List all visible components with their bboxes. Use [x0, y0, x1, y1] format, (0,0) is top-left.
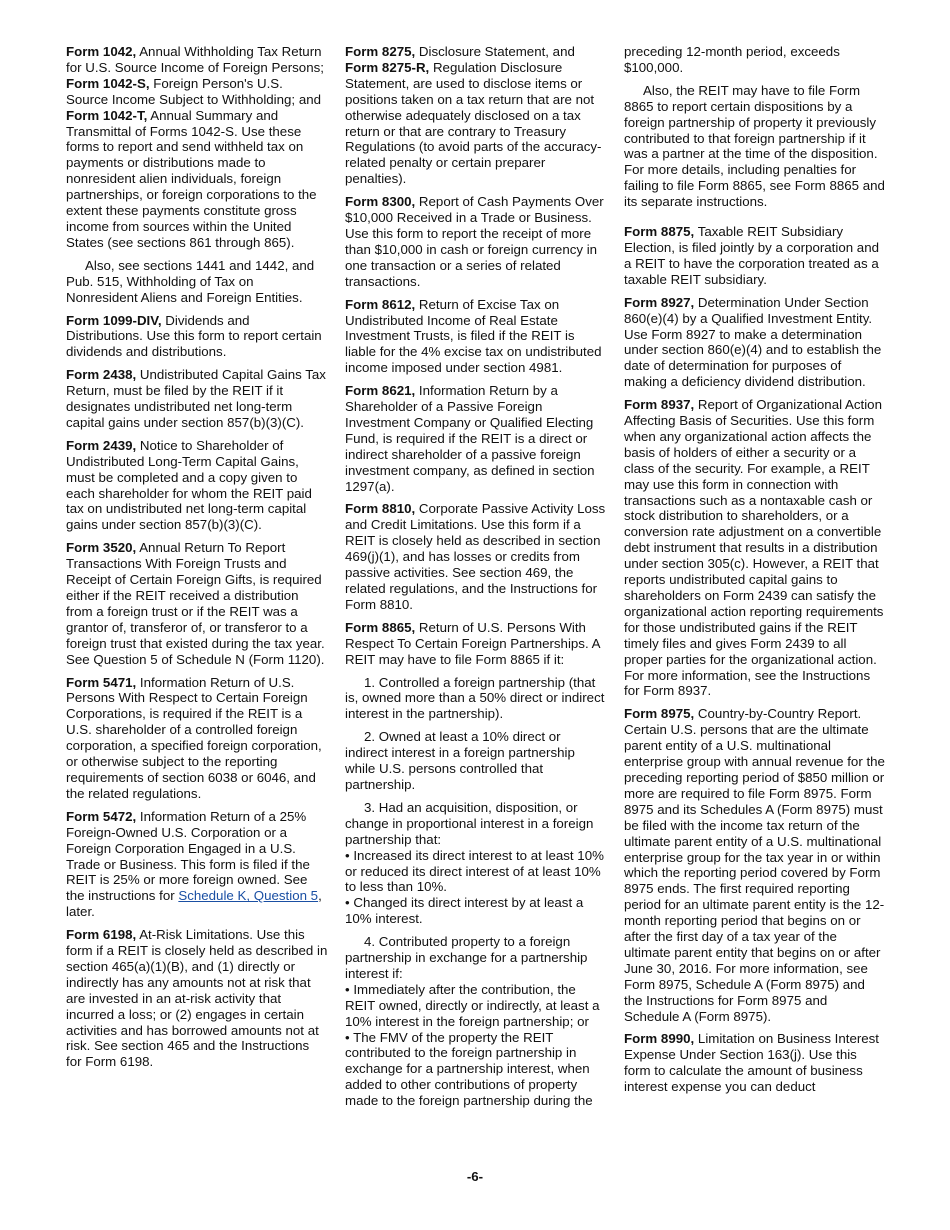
form-title: Form 5471, [66, 674, 137, 690]
form-title: Form 8621, [345, 383, 416, 399]
bullet-item: • Changed its direct interest by at least a 10% interest. [345, 895, 584, 927]
form-title: Form 8275-R, [345, 59, 430, 75]
column-left [66, 44, 328, 1077]
list-item: 2. Owned at least a 10% direct or indirect interest in a foreign partnership while U.S. persons controlled that partnership. [345, 729, 575, 792]
form-description: Foreign Person's U.S. Source Income Subject to Withholding; and [66, 75, 322, 107]
form-description: At-Risk Limitations. Use this form if a REIT is closely held as described in section 465(a)(1)(B), and (1) directly or indirectly has any amounts not at risk that are invested in an at-risk activity that incurred a loss; or (2) engages in certain activities and has borrowed amounts not at risk. See section 465 and the Instructions for Form 6198. [66, 927, 328, 1070]
form-description: Determination Under Section 860(e)(4) by a Qualified Investment Entity. Use Form 8927 to make a determination under section 860(e)(4) and to establish the date of determination for purposes of making a deficiency dividend distribution. [624, 294, 882, 390]
form-1099-paragraph [66, 313, 328, 361]
form-description: Dividends and Distributions. Use this form to report certain dividends and distributions. [66, 312, 322, 360]
form-title: Form 1042-T, [66, 107, 148, 123]
form-title: Form 6198, [66, 927, 137, 943]
page-number: -6- [466, 1169, 484, 1184]
paragraph: Also, see sections 1441 and 1442, and Pub. 515, Withholding of Tax on Nonresident Aliens and Foreign Entities. [66, 257, 315, 305]
form-8621-paragraph [345, 383, 607, 494]
form-description: Annual Return To Report Transactions With Foreign Trusts and Receipt of Certain Foreign Gifts, is required either if the REIT received a distribution from a foreign trust or if the REIT was a grantor of, transferor of, or transferor to a foreign trust that existed during the tax year. See Question 5 of Schedule N (Form 1120). [66, 540, 325, 667]
form-description: Report of Cash Payments Over $10,000 Received in a Trade or Business. Use this form to report the receipt of more than $10,000 in cash or foreign currency in one transaction or a series of related transactions. [345, 194, 604, 289]
bullet-icon: • [345, 981, 350, 997]
form-title: Form 2438, [66, 367, 137, 383]
form-description: Undistributed Capital Gains Tax Return, must be filed by the REIT if it designates undistributed net long-term capital gains under section 857(b)(3)(C). [66, 367, 326, 430]
column-right [624, 44, 886, 1102]
column-middle [345, 44, 607, 1109]
form-8865-paragraph [345, 620, 607, 668]
form-description: Notice to Shareholder of Undistributed Long-Term Capital Gains, must be completed and a copy given to each shareholder for whom the REIT paid tax on undistributed net long-term capital gains under section 857(b)(3)(C). [66, 437, 312, 533]
form-title: Form 2439, [66, 437, 137, 453]
form-title: Form 5472, [66, 808, 137, 824]
list-item: 4. Contributed property to a foreign partnership in exchange for a partnership interest if: [345, 934, 588, 981]
form-description: Return of Excise Tax on Undistributed Income of Real Estate Investment Trusts, is filed if the REIT is liable for the 4% excise tax on undistributed income imposed under section 4981. [345, 296, 602, 376]
form-8975-paragraph [624, 706, 886, 1024]
form-title: Form 8865, [345, 619, 416, 635]
form-title: Form 8612, [345, 296, 416, 312]
form-title: Form 8990, [624, 1031, 695, 1047]
form-description: Information Return by a Shareholder of a Passive Foreign Investment Company or Qualified Electing Fund, is required if the REIT is a direct or indirect shareholder of a passive foreign investment company, as defined in section 1297(a). [345, 383, 595, 494]
form-8990-paragraph [624, 1031, 886, 1095]
form-title: Form 1099-DIV, [66, 312, 162, 328]
form-5472-paragraph [66, 809, 328, 920]
form-description: Report of Organizational Action Affecting Basis of Securities. Use this form when any organizational action affects the basis of holders of either a security or a class of the security. For example, a REIT may use this form in connection with transactions such as a nontaxable cash or stock distribution to shareholders, or a conversion rate adjustment on a convertible debt instrument that results in a distribution under section 305(c). However, a REIT that reports undistributed capital gains to shareholders on Form 2439 can satisfy the organizational action reporting requirements for those undistributed gains if the REIT timely files and gives Form 2439 to all proper parties for the organizational action. For more information, see the Instructions for Form 8937. [624, 397, 884, 699]
form-title: Form 8300, [345, 194, 416, 210]
form-description: Regulation Disclosure Statement, are used to disclose items or positions taken on a tax return that are not otherwise adequately disclosed on a tax return or that are contrary to Treasury Regulations (to avoid parts of the accuracy-related penalty or certain preparer penalties). [345, 59, 602, 187]
bullet-item: • The FMV of the property the REIT contributed to the foreign partnership in exchange for a partnership interest, when added to other contributions of property made to the foreign partnership during the [345, 1029, 593, 1109]
form-description: Taxable REIT Subsidiary Election, is filed jointly by a corporation and a REIT to have the corporation treated as a taxable REIT subsidiary. [624, 224, 879, 287]
form-2438-paragraph [66, 367, 328, 431]
form-8300-paragraph [345, 194, 607, 289]
form-title: Form 8810, [345, 501, 416, 517]
form-title: Form 1042, [66, 44, 137, 59]
form-8612-paragraph [345, 297, 607, 377]
form-8875-paragraph [624, 224, 886, 288]
form-description: Information Return of a 25% Foreign-Owned U.S. Corporation or a Foreign Corporation Engaged in a U.S. Trade or Business. This form is filed if the REIT is 25% or more foreign owned. See the instructions for [66, 808, 310, 904]
form-8810-paragraph [345, 501, 607, 612]
form-1042-paragraph [66, 44, 328, 251]
paragraph: Also, the REIT may have to file Form 8865 to report certain dispositions by a foreign partnership of property it previously contributed to that foreign partnership if it was a partner at the time of the disposition. For more details, including penalties for failing to file Form 8865, see Form 8865 and its separate instructions. [624, 82, 885, 210]
form-description: Information Return of U.S. Persons With Respect to Certain Foreign Corporations, is required if the REIT is a U.S. shareholder of a controlled foreign corporation, a specified foreign corporation, or otherwise subject to the reporting requirements of section 6038 or 6046, and the related regulations. [66, 674, 322, 801]
bullet-icon: • [345, 895, 350, 911]
form-description: Corporate Passive Activity Loss and Credit Limitations. Use this form if a REIT is closely held as described in section 469(j)(1), and has losses or credits from passive activities. See section 469, the related regulations, and the Instructions for Form 8810. [345, 501, 606, 612]
form-title: Form 8937, [624, 397, 695, 413]
form-title: Form 1042-S, [66, 75, 150, 91]
form-8937-paragraph [624, 397, 886, 699]
form-description: Annual Summary and Transmittal of Forms 1042-S. Use these forms to report and send withheld tax on payments or distributions made to nonresident alien individuals, foreign partnerships, or foreign corporations to the extent these payments constitute gross income from sources within the United States (see sections 861 through 865). [66, 107, 317, 250]
form-8275-paragraph [345, 44, 607, 187]
list-item: 1. Controlled a foreign partnership (that is, owned more than a 50% direct or indirect interest in the partnership). [345, 674, 605, 722]
form-description: Limitation on Business Interest Expense Under Section 163(j). Use this form to calculate the amount of business interest expense you can deduct [624, 1031, 880, 1095]
form-title: Form 8975, [624, 706, 695, 722]
form-8927-paragraph [624, 295, 886, 390]
form-title: Form 8275, [345, 44, 416, 59]
form-description: Annual Withholding Tax Return for U.S. Source Income of Foreign Persons; [66, 44, 324, 75]
form-6198-paragraph [66, 927, 328, 1070]
form-description: Country-by-Country Report. Certain U.S. persons that are the ultimate parent entity of a U.S. multinational enterprise group with annual revenue for the preceding reporting period of $850 million or more are required to file Form 8975. Form 8975 and its Schedules A (Form 8975) must be filed with the income tax return of the ultimate parent entity of a U.S. multinational enterprise group for the tax year in or within which the reporting period covered by Form 8975 ends. The first required reporting period for an ultimate parent entity is the 12-month reporting period that begins on or after the first day of a tax year of the ultimate parent entity that begins on or after June 30, 2016. For more information, see Form 8975, Schedule A (Form 8975) and the Instructions for Form 8975 and Schedule A (Form 8975). [624, 706, 885, 1024]
bullet-item: • Immediately after the contribution, the REIT owned, directly or indirectly, at least a 10% interest in the foreign partnership; or [345, 981, 600, 1029]
form-title: Form 8875, [624, 224, 695, 240]
form-description: , later. [66, 888, 322, 920]
form-3520-paragraph [66, 540, 328, 667]
bullet-icon: • [345, 847, 350, 863]
form-5471-paragraph [66, 675, 328, 802]
form-2439-paragraph [66, 438, 328, 533]
list-item: 3. Had an acquisition, disposition, or change in proportional interest in a foreign partnership that: [345, 799, 594, 847]
form-title: Form 3520, [66, 540, 137, 556]
bullet-icon: • [345, 1029, 350, 1045]
form-description: Return of U.S. Persons With Respect To Certain Foreign Partnerships. A REIT may have to file Form 8865 if it: [345, 619, 600, 667]
schedule-k-question-5-link[interactable]: Schedule K, Question 5 [178, 888, 319, 904]
paragraph: preceding 12-month period, exceeds $100,000. [624, 44, 840, 75]
bullet-item: • Increased its direct interest to at least 10% or reduced its direct interest of at least 10% to less than 10%. [345, 847, 604, 895]
form-description: Disclosure Statement, and [418, 44, 575, 59]
form-title: Form 8927, [624, 294, 695, 310]
